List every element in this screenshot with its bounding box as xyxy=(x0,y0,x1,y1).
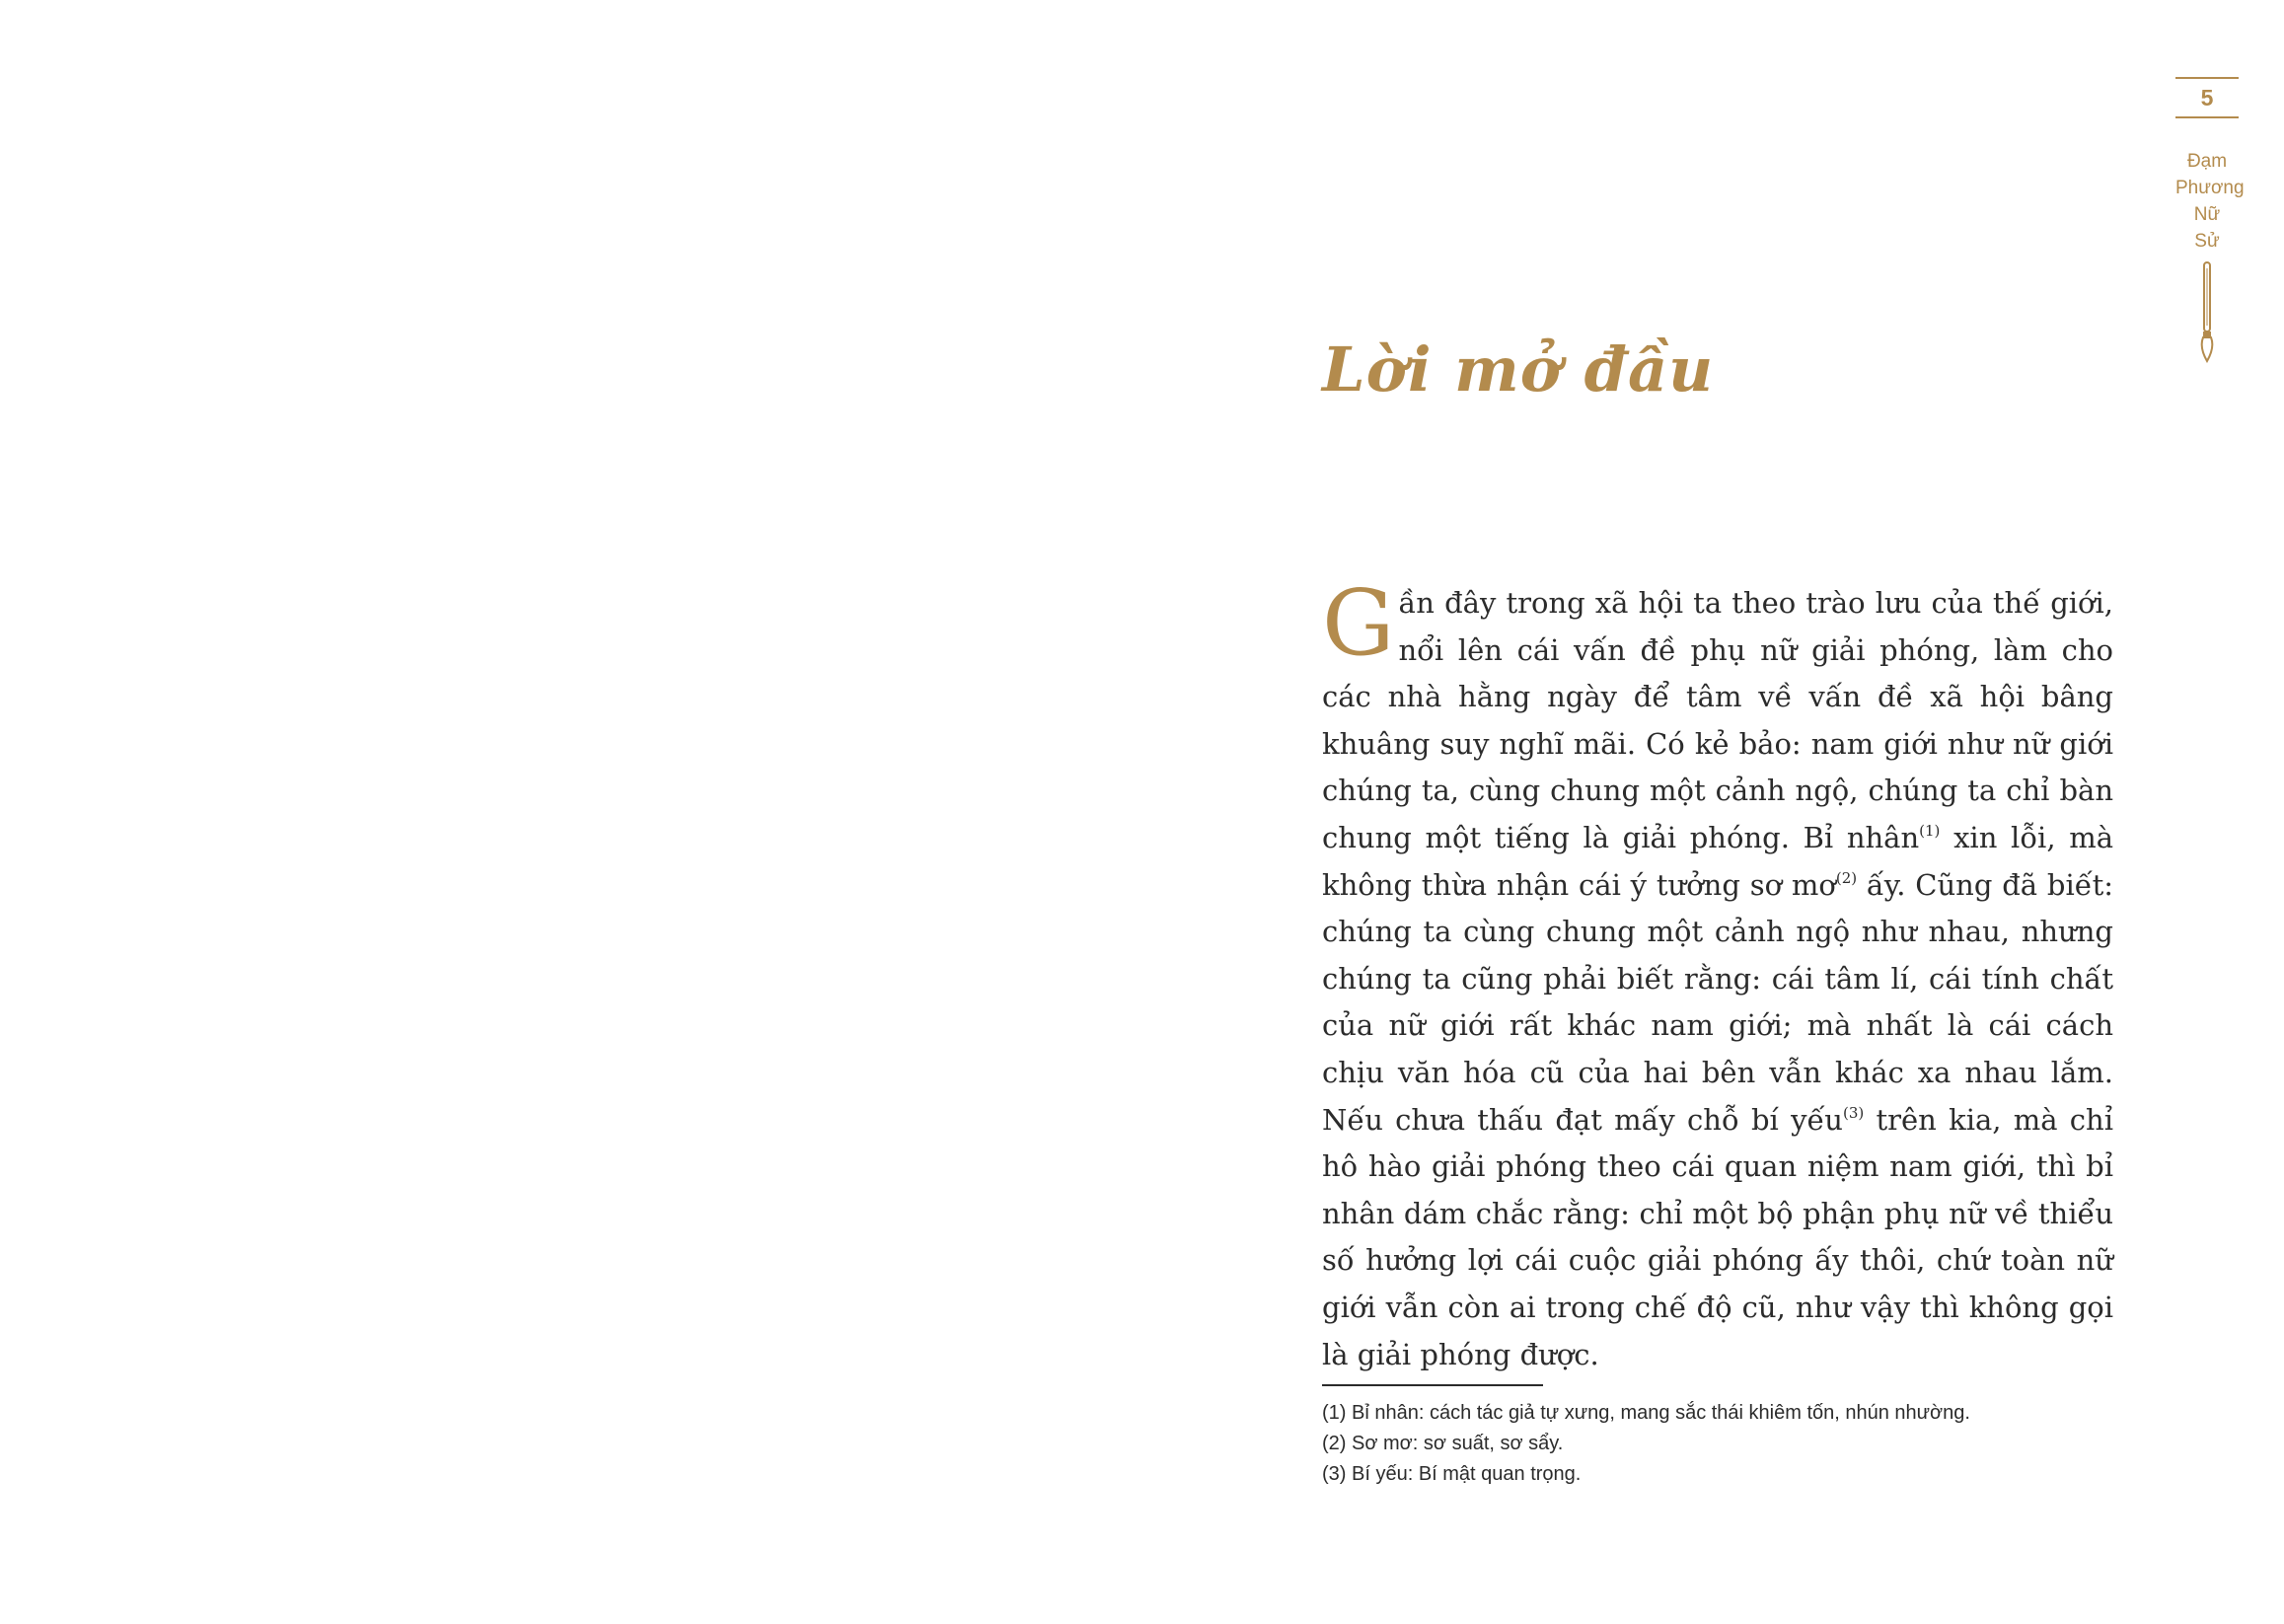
footnote-ref-3: (3) xyxy=(1842,1103,1865,1122)
book-title-line: Đạm xyxy=(2186,151,2228,172)
body-text: ần đây trong xã hội ta theo trào lưu của thế giới, nổi lên cái vấn đề phụ nữ giải phóng, làm cho các nhà hằng ngày để tâm về vấn đề xã hội bâng khuâng suy nghĩ mãi. Có kẻ bảo: nam giới như nữ giới chúng ta, cùng chung một cảnh ngộ, chúng ta chỉ bàn chung một tiếng là giải phóng. Bỉ nhân xyxy=(1322,586,2113,854)
chapter-title: Lời mở đầu xyxy=(1322,333,1715,406)
body-text: ấy. Cũng đã biết: chúng ta cùng chung một cảnh ngộ như nhau, nhưng chúng ta cũng phải biết rằng: cái tâm lí, cái tính chất của nữ giới rất khác nam giới; mà nhất là cái cách chịu văn hóa cũ của hai bên vẫn khác xa nhau lắm. Nếu chưa thấu đạt mấy chỗ bí yếu xyxy=(1322,867,2113,1137)
footnote-2: (2) Sơ mơ: sơ suất, sơ sẩy. xyxy=(1322,1432,1564,1454)
page-number-bottom-rule xyxy=(2175,116,2239,118)
body-text: xin lỗi, mà không thừa nhận cái ý tưởng sơ mơ xyxy=(1322,820,2114,902)
page-marker xyxy=(2175,77,2245,363)
drop-cap: G xyxy=(1322,570,1395,676)
footnote-ref-2: (2) xyxy=(1835,868,1858,887)
footnotes xyxy=(1322,1384,2131,1490)
footnote-1: (1) Bỉ nhân: cách tác giả tự xưng, mang sắc thái khiêm tốn, nhún nhường. xyxy=(1322,1401,1970,1424)
book-title-line: Nữ xyxy=(2193,204,2221,225)
body-paragraph xyxy=(1322,570,2114,1378)
footnote-ref-1: (1) xyxy=(1919,821,1941,840)
footnote-separator xyxy=(1322,1384,1543,1386)
body-text: trên kia, mà chỉ hô hào giải phóng theo cái quan niệm nam giới, thì bỉ nhân dám chắc rằng: chỉ một bộ phận phụ nữ về thiểu số hưởng lợi cái cuộc giải phóng ấy thôi, chứ toàn nữ giới vẫn còn ai trong chế độ cũ, như vậy thì không gọi là giải phóng được. xyxy=(1322,1102,2113,1371)
footnote-3: (3) Bí yếu: Bí mật quan trọng. xyxy=(1322,1462,1582,1485)
book-title-line: Phương xyxy=(2175,178,2245,198)
brush-icon xyxy=(2197,260,2217,363)
book-title-line: Sử xyxy=(2194,231,2220,252)
running-book-title xyxy=(2175,148,2245,255)
page-number: 5 xyxy=(2200,85,2214,111)
